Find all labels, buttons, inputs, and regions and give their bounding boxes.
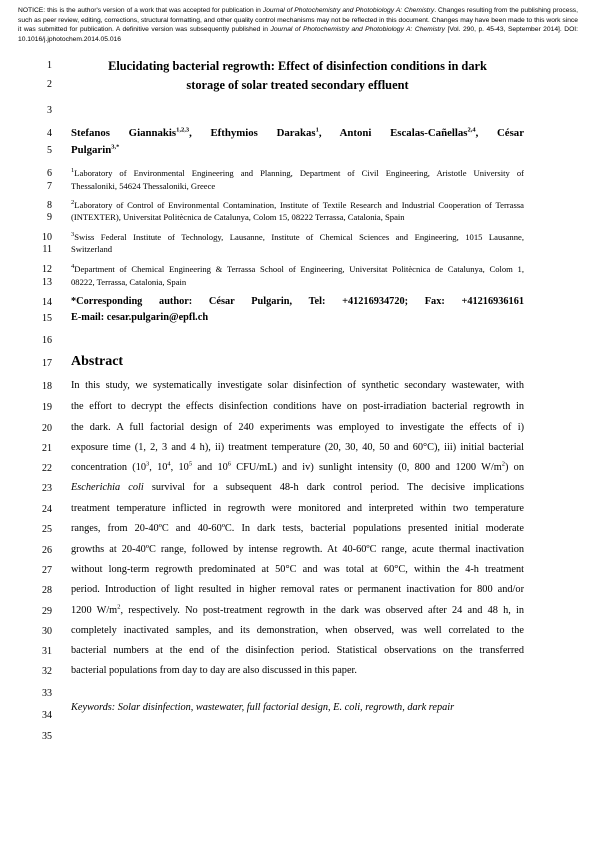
paper-title-line-2: storage of solar treated secondary effluent bbox=[186, 78, 409, 92]
line-number: 21 bbox=[42, 443, 52, 454]
line-number: 28 bbox=[42, 585, 52, 596]
abstract-heading: Abstract bbox=[71, 354, 124, 369]
journal-name: Journal of Photochemistry and Photobiology A: Chemistry bbox=[270, 26, 445, 33]
line-number: 22 bbox=[42, 463, 52, 474]
abstract-line: period. Introduction of light resulted in higher removal rates or permanent inactivation for 800 and/or bbox=[71, 584, 524, 595]
line-number: 31 bbox=[42, 646, 52, 657]
author-list-line-1: Stefanos Giannakis$^{1,2,3}$, Efthymios Darakas$^1$, Antoni Escalas-Cañellas$^{2,4}$, César bbox=[71, 126, 524, 139]
line-number: 25 bbox=[42, 524, 52, 535]
line-number: 6 bbox=[47, 168, 52, 179]
abstract-line: growths at 20-40ºC range, followed by intense regrowth. At 40-60ºC range, acute thermal inactivation bbox=[71, 544, 524, 555]
line-number: 15 bbox=[42, 313, 52, 324]
line-number: 3 bbox=[47, 105, 52, 116]
abstract-line: 1200 $W/m^2$, respectively. No post-treatment regrowth in the dark was observed after 24 and 48 h, in bbox=[71, 603, 525, 616]
paper-title-line-1: Elucidating bacterial regrowth: Effect of disinfection conditions in dark bbox=[108, 59, 487, 73]
affiliation-1-line-1: $^1$Laboratory of Environmental Engineering and Planning, Department of Civil Engineering, Aristotle University of bbox=[71, 167, 524, 178]
line-number: 35 bbox=[42, 731, 52, 742]
abstract-line: exposure time (1, 2, 3 and 4 h), ii) treatment temperature (20, 30, 40, 50 and 60°C), iii) initial bacterial bbox=[71, 442, 524, 453]
line-number: 24 bbox=[42, 504, 52, 515]
line-number: 10 bbox=[42, 232, 52, 243]
line-number: 23 bbox=[42, 483, 52, 494]
affiliation-2-line-1: $^2$Laboratory of Control of Environmental Contamination, Institute of Textile Research and Industrial Cooperation of Terrassa bbox=[71, 199, 524, 210]
keywords: Keywords: Solar disinfection, wastewater, full factorial design, E. coli, regrowth, dark repair bbox=[71, 702, 455, 713]
abstract-line: ranges, from 20-40ºC and 40-60ºC. In dark tests, bacterial populations presented initial moderate bbox=[71, 523, 524, 534]
line-number: 14 bbox=[42, 297, 52, 308]
abstract-line: the dark. A full factorial design of 240 experiments was employed to investigate the effects of i) bbox=[71, 422, 524, 433]
line-number: 13 bbox=[42, 277, 52, 288]
line-number: 7 bbox=[47, 181, 52, 192]
line-number: 12 bbox=[42, 264, 52, 275]
line-number: 27 bbox=[42, 565, 52, 576]
line-number: 30 bbox=[42, 626, 52, 637]
publication-notice: NOTICE: this is the author's version of a work that was accepted for publication in Journal of Photochemistry and Photobiology A: Chemistry. Changes resulting from the publishing process, such as peer review, editing, corrections, structural formatting, and other quality control mechanisms may not be reflected in this document. Changes may have been made to this work since it was submitted for publication. A definitive version was subsequently published in Journal of Photochemistry and Photobiology A: Chemistry [Vol. 290, p. 45-43, September 2014]. DOI: 10.1016/j.jphotochem.2014.05.016 bbox=[18, 7, 578, 43]
journal-name: Journal of Photochemistry and Photobiology A: Chemistry bbox=[262, 7, 435, 14]
line-number: 9 bbox=[47, 212, 52, 223]
line-number: 11 bbox=[42, 244, 52, 255]
affiliation-4-line-1: $^4$Department of Chemical Engineering & Terrassa School of Engineering, Universitat Politècnica de Catalunya, Colom 1, bbox=[71, 263, 524, 274]
line-number: 8 bbox=[47, 200, 52, 211]
line-number: 29 bbox=[42, 606, 52, 617]
affiliation-1-line-2: Thessaloniki, 54624 Thessaloniki, Greece bbox=[71, 181, 216, 191]
line-number: 5 bbox=[47, 145, 52, 156]
affiliation-3-line-2: Switzerland bbox=[71, 244, 113, 254]
abstract-line: In this study, we systematically investigate solar disinfection of synthetic secondary wastewater, with bbox=[71, 380, 524, 391]
abstract-line: Escherichia coli survival for a subsequent 48-h dark control period. The decisive implications bbox=[71, 482, 524, 493]
line-number: 1 bbox=[47, 60, 52, 71]
line-number: 26 bbox=[42, 545, 52, 556]
abstract-line: bacterial populations from day to day are also discussed in this paper. bbox=[71, 665, 357, 676]
affiliation-2-line-2: (INTEXTER), Universitat Politècnica de Catalunya, Colom 15, 08222 Terrassa, Catalonia, Spain bbox=[71, 212, 405, 222]
species-name: Escherichia coli bbox=[71, 482, 144, 493]
author-list-line-2: Pulgarin$^{3,*}$ bbox=[71, 143, 120, 156]
abstract-line: the effort to decrypt the effects disinfection conditions have on post-irradiation bacterial regrowth in bbox=[71, 401, 524, 412]
abstract-line: concentration ($10^3$, $10^4$, $10^5$ and $10^6$ CFU/mL) and iv) sunlight intensity (0, 800 and 1200 $W/m^2$) on bbox=[71, 460, 524, 473]
line-number: 16 bbox=[42, 335, 52, 346]
affiliation-4-line-2: 08222, Terrassa, Catalonia, Spain bbox=[71, 277, 187, 287]
abstract-line: without long-term regrowth predominated at 50°C and was total at 60°C, within the 4-h treatment bbox=[71, 564, 524, 575]
corresponding-author: *Corresponding author: César Pulgarin, Tel: +41216934720; Fax: +41216936161 bbox=[71, 296, 524, 307]
abstract-line: treatment temperature inflicted in regrowth were monitored and interpreted within two temperature bbox=[71, 503, 524, 514]
line-number: 18 bbox=[42, 381, 52, 392]
abstract-line: completely inactivated samples, and its demonstration, when observed, was well correlated to the bbox=[71, 625, 524, 636]
affiliation-3-line-1: $^3$Swiss Federal Institute of Technology, Lausanne, Institute of Chemical Sciences and Engineering, 1015 Lausanne, bbox=[71, 231, 524, 242]
line-number: 33 bbox=[42, 688, 52, 699]
line-number: 20 bbox=[42, 423, 52, 434]
line-number: 2 bbox=[47, 79, 52, 90]
line-number: 4 bbox=[47, 128, 52, 139]
line-number: 32 bbox=[42, 666, 52, 677]
line-number: 17 bbox=[42, 358, 52, 369]
line-number: 19 bbox=[42, 402, 52, 413]
corresponding-email: E-mail: cesar.pulgarin@epfl.ch bbox=[71, 312, 209, 323]
line-number: 34 bbox=[42, 710, 52, 721]
abstract-line: bacterial numbers at the end of the disinfection period. Statistical observations on the transferred bbox=[71, 645, 524, 656]
